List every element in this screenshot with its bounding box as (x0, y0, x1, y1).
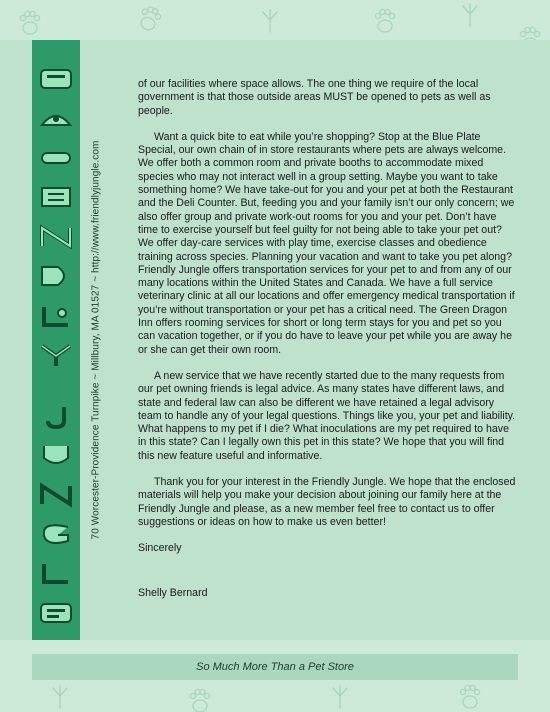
logo-strip (32, 40, 80, 640)
logo-letter-icon (38, 521, 74, 547)
logo-letter-icon (38, 403, 74, 429)
logo-letter-icon (38, 66, 74, 92)
logo-letter-icon (38, 224, 74, 250)
letter-body (138, 78, 518, 613)
footer-bar (32, 654, 518, 680)
letter-paragraph: of our facilities where space allows. The one thing we require of the local government is that those outside areas MUST be opened to pets as well as people. (138, 78, 491, 117)
letter-paragraph: A new service that we have recently started due to the many requests from our pet owning friends is legal advice. As many states have different laws, and state and federal law can also be different we have retained a legal advisory team to handle any of your legal questions. Things like you, your pet and liability. What happens to my pet if I die? What inoculations are my pet required to have in this state? Can I legally own this pet in this state? We hope that you will find this new feature useful and informative. (138, 369, 516, 462)
logo-letter-icon (38, 145, 74, 171)
logo-letter-icon (38, 184, 74, 210)
signature-space (138, 569, 518, 587)
logo-letter-icon (38, 105, 74, 131)
letter-closing: Sincerely (138, 542, 182, 555)
logo-letter-icon (38, 600, 74, 626)
footer-tagline: So Much More Than a Pet Store (196, 661, 354, 673)
friendly-jungle-logo (32, 66, 80, 626)
logo-letter-icon (38, 342, 74, 368)
address-column (82, 40, 110, 640)
letter-paragraph: Want a quick bite to eat while you’re shopping? Stop at the Blue Plate Special, our own chain of in store restaurants where pets are always welcome. We offer both a common room and private booths to accommodate mixed species who may not interact well in a group setting. Maybe you want to take something home? We have take-out for you and your pet at both the Restaurant and the Deli Counter. But, feeding you and your family isn’t our only concern; we also offer group and private work-out rooms for you and your pet. Don’t have time to exercise yourself but feel guilty for not being able to take your pet out? We offer day-care services with play time, exercise classes and obedience training across species. Planning your vacation and want to take you pet along? Friendly Jungle offers transportation services for your pet to and from any of our many locations within the United States and Canada. We have a full service veterinary clinic at all our locations and offer emergency medical transportation if you’re without transportation or your pet has a critical need. The Green Dragon Inn offers rooming services for short or long term stays for you and pet so you can vacation together, or if you do have to leave your pet while you are away he or she can get their own room. (138, 130, 515, 356)
letter-paragraph: Thank you for your interest in the Friendly Jungle. We hope that the enclosed materials will help you make your decision about joining our family here at the Friendly Jungle and please, as a new member feel free to contact us to offer suggestions or ideas on how to make us even better! (138, 476, 516, 528)
logo-letter-icon (38, 303, 74, 329)
logo-letter-icon (38, 482, 74, 508)
letter-signature: Shelly Bernard (138, 586, 208, 599)
logo-letter-icon (38, 442, 74, 468)
logo-letter-icon (38, 263, 74, 289)
logo-letter-icon (38, 560, 74, 586)
address-line: 70 Worcester-Providence Turnpike ~ Millbury, MA 01527 ~ http://www.friendlyjungle.com (90, 140, 102, 540)
